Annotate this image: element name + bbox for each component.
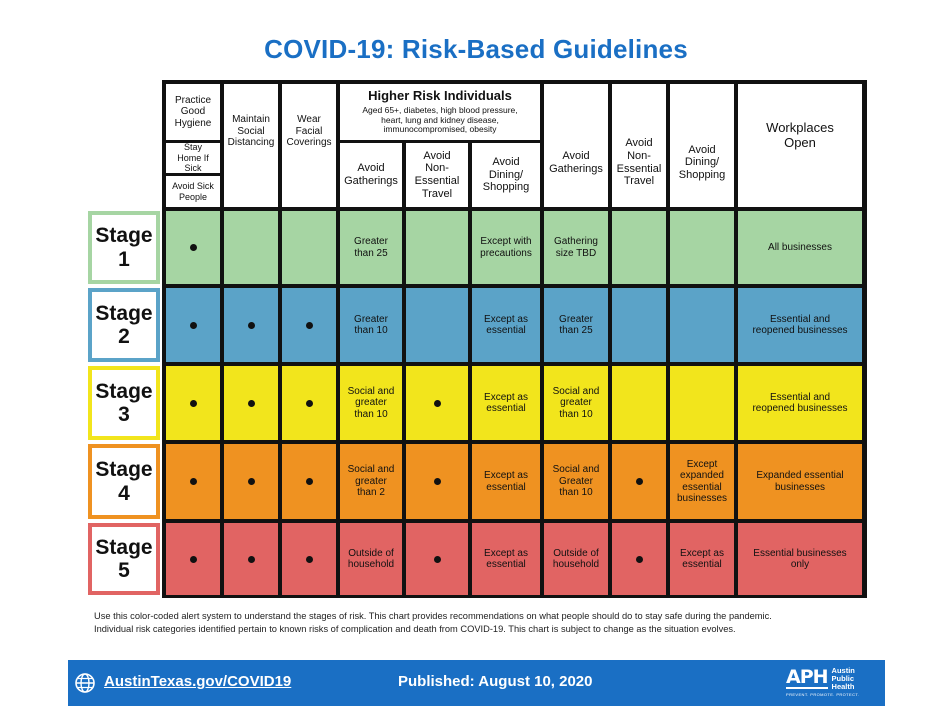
stage-5-hr-dining <box>472 523 540 595</box>
stage-2-hygiene <box>166 288 220 362</box>
footer-bar <box>68 660 885 706</box>
stage-4-gatherings-text: Social and Greater than 10 <box>552 464 600 499</box>
stage-5-hygiene <box>166 523 220 595</box>
aph-tagline: PREVENT. PROMOTE. PROTECT. <box>786 692 860 697</box>
stage-5-hr-gatherings-text: Outside of household <box>347 547 395 570</box>
stage-3-distancing <box>224 366 278 440</box>
stage-label-number: 1 <box>118 247 130 271</box>
footnote <box>94 610 894 635</box>
stage-3-hygiene <box>166 366 220 440</box>
stage-4-dining-text: Except expanded essential businesses <box>676 458 728 504</box>
stage-5-workplaces <box>738 523 862 595</box>
stage-label-word: Stage <box>95 224 153 248</box>
stage-label-word: Stage <box>95 379 153 403</box>
stage-label-4 <box>88 444 160 519</box>
stage-5-workplaces-text: Essential businesses only <box>753 547 847 570</box>
aph-logo-line-2: Public <box>831 673 855 683</box>
stage-1-workplaces <box>738 211 862 284</box>
stage-label-2 <box>88 288 160 362</box>
bullet-dot <box>434 478 441 485</box>
aph-logo <box>786 666 860 697</box>
stage-2-coverings <box>282 288 336 362</box>
stage-1-hr-gatherings-text: Greater than 25 <box>354 236 388 259</box>
stage-3-gatherings <box>544 366 608 440</box>
header-workplaces-open <box>738 84 862 207</box>
stage-label-3 <box>88 366 160 440</box>
header-hr-avoid-non-essential-travel <box>406 143 468 207</box>
stage-label-number: 4 <box>118 481 130 505</box>
stage-4-hr-dining-text: Except as essential <box>484 470 528 493</box>
stage-label-5 <box>88 523 160 595</box>
stage-4-distancing <box>224 444 278 519</box>
stage-3-workplaces-text: Essential and reopened businesses <box>752 391 848 414</box>
stage-1-hr-dining <box>472 211 540 284</box>
stage-2-workplaces-text: Essential and reopened businesses <box>752 313 848 336</box>
header-workplaces-open-label: Workplaces Open <box>766 119 834 150</box>
stage-5-gatherings-text: Outside of household <box>552 547 600 570</box>
stage-2-hr-gatherings-text: Greater than 10 <box>354 313 388 336</box>
footnote-line-1: Use this color-coded alert system to understand the stages of risk. This chart provides recommendations on what people should do to stay safe during the pandemic. <box>94 611 772 621</box>
stage-label-word: Stage <box>95 458 153 482</box>
header-hr-avoid-gatherings-label: Avoid Gatherings <box>344 162 398 187</box>
bullet-dot <box>306 322 313 329</box>
stage-2-gatherings-text: Greater than 25 <box>559 313 593 336</box>
stage-4-hr-dining <box>472 444 540 519</box>
stage-3-dining <box>670 366 734 440</box>
header-higher-risk-desc: Aged 65+, diabetes, high blood pressure, heart, lung and kidney disease, immunocompromised, obesity <box>362 104 518 135</box>
stage-2-gatherings <box>544 288 608 362</box>
header-practice-good-hygiene <box>166 84 220 140</box>
aph-logo-line-1: Austin <box>831 666 855 675</box>
stage-4-hr-gatherings <box>340 444 402 519</box>
website-link[interactable]: AustinTexas.gov/COVID19 <box>104 673 292 690</box>
stage-5-hr-travel <box>406 523 468 595</box>
stage-5-coverings <box>282 523 336 595</box>
stage-2-workplaces <box>738 288 862 362</box>
stage-4-hygiene <box>166 444 220 519</box>
header-hr-avoid-non-essential-travel-label: Avoid Non-Essential Travel <box>414 149 460 200</box>
guidelines-table <box>162 80 867 598</box>
header-hr-avoid-gatherings <box>340 143 402 207</box>
header-hr-avoid-dining-shopping <box>472 143 540 207</box>
stage-1-hr-gatherings <box>340 211 402 284</box>
bullet-dot <box>190 478 197 485</box>
stage-1-coverings <box>282 211 336 284</box>
stage-label-number: 2 <box>118 325 130 348</box>
stage-3-coverings <box>282 366 336 440</box>
header-avoid-non-essential-travel-label: Avoid Non-Essential Travel <box>616 137 662 188</box>
stage-4-coverings <box>282 444 336 519</box>
header-avoid-gatherings-label: Avoid Gatherings <box>549 149 603 175</box>
stage-2-hr-gatherings <box>340 288 402 362</box>
stage-3-hr-travel <box>406 366 468 440</box>
stage-5-distancing <box>224 523 278 595</box>
stage-label-word: Stage <box>95 301 153 325</box>
bullet-dot <box>248 478 255 485</box>
stage-2-travel <box>612 288 666 362</box>
header-avoid-non-essential-travel <box>612 84 666 207</box>
stage-1-hr-dining-text: Except with precautions <box>480 236 532 259</box>
stage-1-gatherings <box>544 211 608 284</box>
bullet-dot <box>306 400 313 407</box>
bullet-dot <box>190 400 197 407</box>
aph-logo-text <box>832 667 855 691</box>
stage-3-hr-gatherings <box>340 366 402 440</box>
stage-2-hr-dining <box>472 288 540 362</box>
stage-4-gatherings <box>544 444 608 519</box>
bullet-dot <box>248 556 255 563</box>
header-avoid-gatherings <box>544 84 608 207</box>
stage-label-word: Stage <box>95 535 153 559</box>
header-avoid-dining-shopping <box>670 84 734 207</box>
header-wear-facial-coverings-label: Wear Facial Coverings <box>286 114 332 149</box>
header-maintain-social-distancing-label: Maintain Social Distancing <box>227 114 275 149</box>
stage-1-distancing <box>224 211 278 284</box>
globe-icon <box>74 672 96 699</box>
bullet-dot <box>190 322 197 329</box>
bullet-dot <box>434 556 441 563</box>
header-wear-facial-coverings <box>282 84 336 207</box>
published-date: Published: August 10, 2020 <box>398 673 593 690</box>
header-avoid-dining-shopping-label: Avoid Dining/ Shopping <box>678 143 726 181</box>
header-higher-risk-individuals <box>340 84 540 140</box>
stage-2-hr-travel <box>406 288 468 362</box>
stage-4-hr-gatherings-text: Social and greater than 2 <box>347 464 395 499</box>
header-stay-home-if-sick-label: Stay Home If Sick <box>177 142 209 174</box>
page-title: COVID-19: Risk-Based Guidelines <box>264 34 688 64</box>
bullet-dot <box>434 400 441 407</box>
bullet-dot <box>636 556 643 563</box>
stage-4-dining <box>670 444 734 519</box>
stage-1-gatherings-text: Gathering size TBD <box>554 236 598 259</box>
stage-3-travel <box>612 366 666 440</box>
header-higher-risk-title: Higher Risk Individuals <box>368 87 512 103</box>
stage-4-hr-travel <box>406 444 468 519</box>
stage-2-distancing <box>224 288 278 362</box>
stage-label-number: 5 <box>118 559 130 582</box>
bullet-dot <box>190 556 197 563</box>
stage-2-dining <box>670 288 734 362</box>
bullet-dot <box>306 478 313 485</box>
header-maintain-social-distancing <box>224 84 278 207</box>
stage-5-dining <box>670 523 734 595</box>
stage-4-workplaces-text: Expanded essential businesses <box>756 470 844 493</box>
header-practice-good-hygiene-label: Practice Good Hygiene <box>174 94 212 129</box>
bullet-dot <box>248 322 255 329</box>
stage-3-hr-dining-text: Except as essential <box>484 391 528 414</box>
stage-5-gatherings <box>544 523 608 595</box>
stage-5-hr-gatherings <box>340 523 402 595</box>
stage-3-hr-dining <box>472 366 540 440</box>
bullet-dot <box>636 478 643 485</box>
bullet-dot <box>248 400 255 407</box>
header-avoid-sick-people-label: Avoid Sick People <box>172 181 214 202</box>
stage-label-number: 3 <box>118 403 130 426</box>
header-avoid-sick-people <box>166 176 220 207</box>
header-hr-avoid-dining-shopping-label: Avoid Dining/ Shopping <box>482 156 530 194</box>
aph-logo-letters: APH <box>786 666 828 689</box>
stage-1-hr-travel <box>406 211 468 284</box>
bullet-dot <box>306 556 313 563</box>
bullet-dot <box>190 244 197 251</box>
stage-1-dining <box>670 211 734 284</box>
stage-5-travel <box>612 523 666 595</box>
stage-5-hr-dining-text: Except as essential <box>484 547 528 570</box>
stage-3-workplaces <box>738 366 862 440</box>
stage-4-travel <box>612 444 666 519</box>
stage-2-hr-dining-text: Except as essential <box>484 313 528 336</box>
aph-logo-line-3: Health <box>831 681 855 691</box>
stage-4-workplaces <box>738 444 862 519</box>
header-stay-home-if-sick <box>166 143 220 173</box>
footnote-line-2: Individual risk categories identified pertain to known risks of complication and death from COVID-19. This chart is subject to change as the situation evolves. <box>94 623 736 634</box>
stage-3-hr-gatherings-text: Social and greater than 10 <box>347 385 395 420</box>
stage-label-1 <box>88 211 160 284</box>
stage-1-travel <box>612 211 666 284</box>
stage-3-gatherings-text: Social and greater than 10 <box>552 385 600 420</box>
stage-1-workplaces-text: All businesses <box>768 241 832 253</box>
stage-1-hygiene <box>166 211 220 284</box>
stage-5-dining-text: Except as essential <box>680 547 724 570</box>
